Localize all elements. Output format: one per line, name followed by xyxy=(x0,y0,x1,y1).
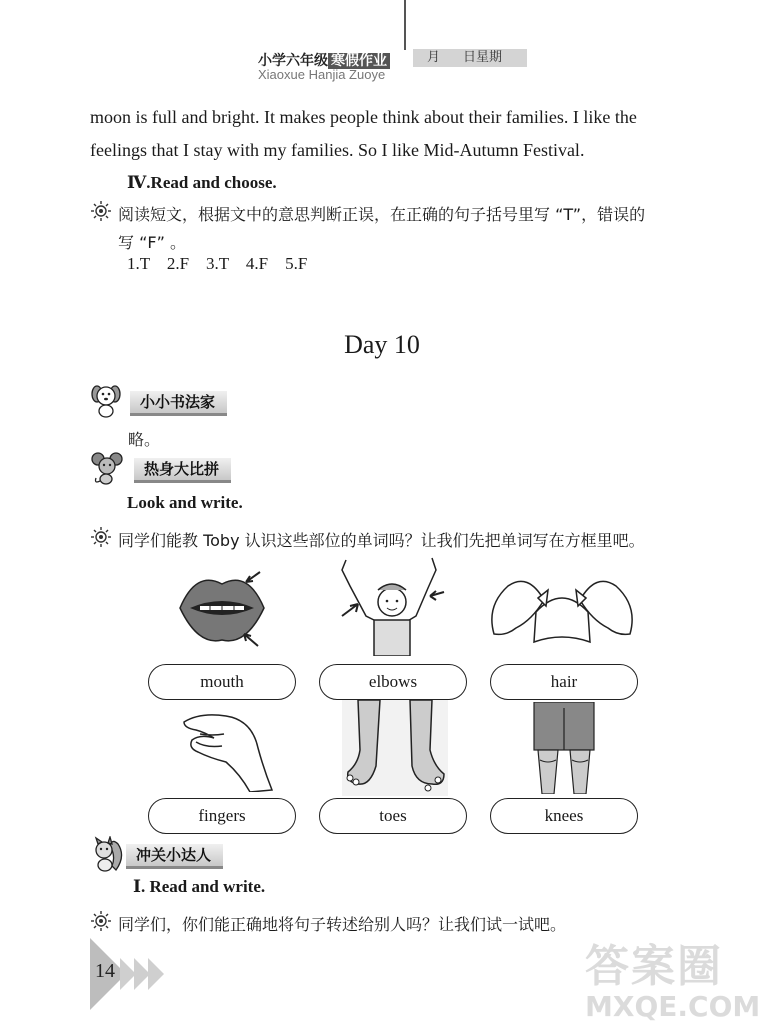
header-title-highlight: 寒假作业 xyxy=(328,53,390,69)
header-day-label: 日星期 xyxy=(463,50,503,65)
hair-picture xyxy=(486,570,638,646)
page-number: 14 xyxy=(95,960,115,982)
challenge-instruction: 同学们，你们能正确地将句子转述给别人吗？让我们试一试吧。 xyxy=(118,915,567,934)
mouse-mascot-icon xyxy=(90,450,126,486)
calligraphy-text: 略。 xyxy=(128,430,161,449)
section4-heading: Ⅳ.Read and choose. xyxy=(127,173,277,192)
fingers-picture xyxy=(180,708,274,792)
answer-box-knees[interactable]: knees xyxy=(490,798,638,834)
sun-icon xyxy=(90,200,112,222)
sun-icon xyxy=(90,910,112,932)
answer-box-toes[interactable]: toes xyxy=(319,798,467,834)
challenge-banner: 冲关小达人 xyxy=(126,844,223,869)
challenge-heading: Ⅰ. Read and write. xyxy=(133,877,266,896)
answer-box-mouth[interactable]: mouth xyxy=(148,664,296,700)
section4-instruction-2: 写 “F” 。 xyxy=(118,233,186,252)
mouth-picture xyxy=(176,566,268,650)
calligraphy-banner: 小小书法家 xyxy=(130,391,227,416)
answer-box-hair[interactable]: hair xyxy=(490,664,638,700)
header-title: 小学六年级 寒假作业 xyxy=(258,50,390,70)
header-pinyin: Xiaoxue Hanjia Zuoye xyxy=(258,67,386,82)
elbows-picture xyxy=(336,556,446,656)
warmup-heading: Look and write. xyxy=(127,493,243,512)
sun-icon xyxy=(90,526,112,548)
intro-line-1: moon is full and bright. It makes people think about their families. I like the xyxy=(90,107,637,127)
squirrel-mascot-icon xyxy=(90,836,126,872)
puppy-mascot-icon xyxy=(90,382,126,418)
answer-box-fingers[interactable]: fingers xyxy=(148,798,296,834)
header-month-label: 月 xyxy=(427,50,441,65)
day-title: Day 10 xyxy=(344,330,420,359)
knees-picture xyxy=(530,702,598,794)
header-date-box xyxy=(413,49,527,67)
warmup-banner: 热身大比拼 xyxy=(134,458,231,483)
intro-line-2: feelings that I stay with my families. So I like Mid-Autumn Festival. xyxy=(90,140,585,160)
section4-instruction-1: 阅读短文，根据文中的意思判断正误，在正确的句子括号里写 “T”，错误的 xyxy=(118,205,646,224)
watermark: 答案圈 MXQE.COM xyxy=(585,941,761,1023)
header-divider xyxy=(404,0,406,50)
section4-answers: 1.T 2.F 3.T 4.F 5.F xyxy=(127,254,308,273)
warmup-instruction: 同学们能教 Toby 认识这些部位的单词吗？让我们先把单词写在方框里吧。 xyxy=(118,531,645,550)
answer-box-elbows[interactable]: elbows xyxy=(319,664,467,700)
toes-picture xyxy=(340,700,450,796)
